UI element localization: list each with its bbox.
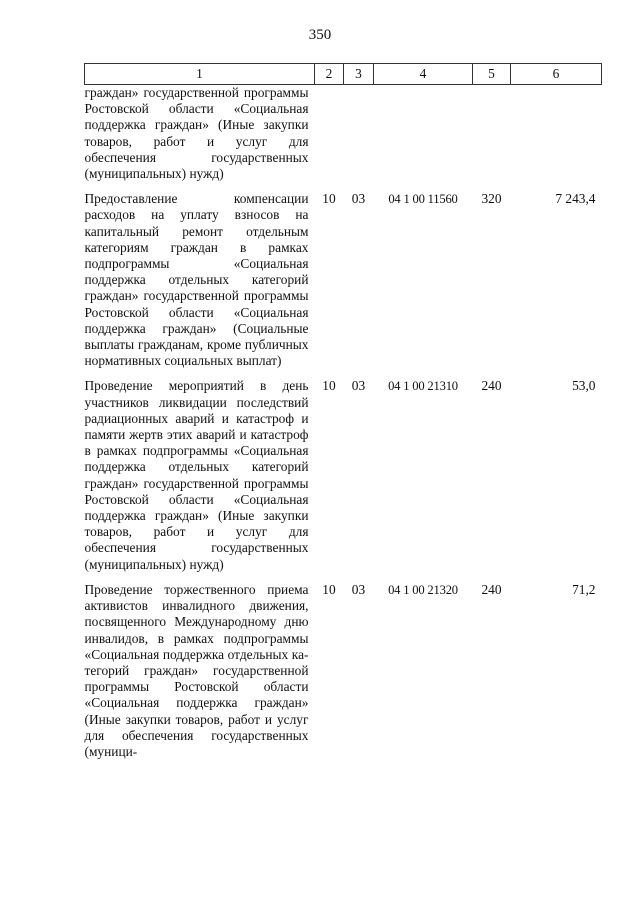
row-subsection xyxy=(344,85,374,192)
row-target-article xyxy=(374,85,473,192)
page-number: 350 xyxy=(308,27,332,43)
header-col-2: 2 xyxy=(315,64,344,85)
row-target-article: 04 1 00 11560 xyxy=(388,192,458,207)
header-col-5: 5 xyxy=(473,64,511,85)
row-description: граждан» государственной программы Ростовской области «Социальная поддержка граждан» (Иные закупки товаров, работ и услуг для обеспечения государственных (муниципальных) нужд) xyxy=(84,85,309,182)
row-amount: 7 243,4 xyxy=(555,191,596,207)
row-expense-type: 240 xyxy=(481,378,502,394)
row-section: 10 xyxy=(322,191,336,207)
header-col-1: 1 xyxy=(85,64,315,85)
row-expense-type: 240 xyxy=(481,581,502,597)
row-description: Проведение мероприятий в день участников ликвидации последствий радиационных аварий и катастроф и памяти жертв этих аварий и катастроф в рамках подпрограммы «Социальная поддержка отдельных категорий граждан» государственной программы Ростовской области «Социальная поддержка граждан» (Иные закупки товаров, работ и услуг для обеспечения государственных (муниципальных) нужд) xyxy=(84,378,309,572)
row-target-article: 04 1 00 21310 xyxy=(388,379,458,394)
table-body xyxy=(85,85,602,770)
row-expense-type: 320 xyxy=(481,191,502,207)
header-row xyxy=(85,64,602,85)
table-row xyxy=(85,191,602,378)
row-section: 10 xyxy=(322,581,336,597)
row-section xyxy=(315,85,344,192)
row-subsection: 03 xyxy=(351,191,366,207)
header-col-3: 3 xyxy=(344,64,374,85)
table-row xyxy=(85,378,602,581)
table-row xyxy=(85,582,602,769)
row-subsection: 03 xyxy=(351,581,366,597)
row-subsection: 03 xyxy=(351,378,366,394)
row-description: Предоставление компенсации расходов на уплату взносов на капитальный ремонт отдельным категориям граждан в рамках подпрограммы «Социальная поддержка отдельных категорий граждан» государственной программы Ростовской области «Социальная поддержка граждан» (Социальные выплаты гражданам, кроме публичных нормативных социальных выплат) xyxy=(84,191,309,369)
row-description: Проведение торжественного приема активистов инвалидного движения, посвященного Международному дню инвалидов, в рамках подпрограммы «Социальная поддержка отдельных категорий граждан» государственной программы Ростовской области «Социальная поддержка граждан» (Иные закупки товаров, работ и услуг для обеспечения государственных (муници- xyxy=(84,581,309,759)
row-target-article: 04 1 00 21320 xyxy=(388,582,458,597)
budget-table xyxy=(84,63,602,769)
table-row xyxy=(85,85,602,192)
header-col-4: 4 xyxy=(374,64,473,85)
row-amount: 71,2 xyxy=(572,581,596,597)
table-header xyxy=(85,64,602,85)
row-expense-type xyxy=(473,85,511,192)
header-col-6: 6 xyxy=(511,64,602,85)
row-amount: 53,0 xyxy=(572,378,596,394)
row-section: 10 xyxy=(322,378,336,394)
row-amount xyxy=(511,85,602,192)
